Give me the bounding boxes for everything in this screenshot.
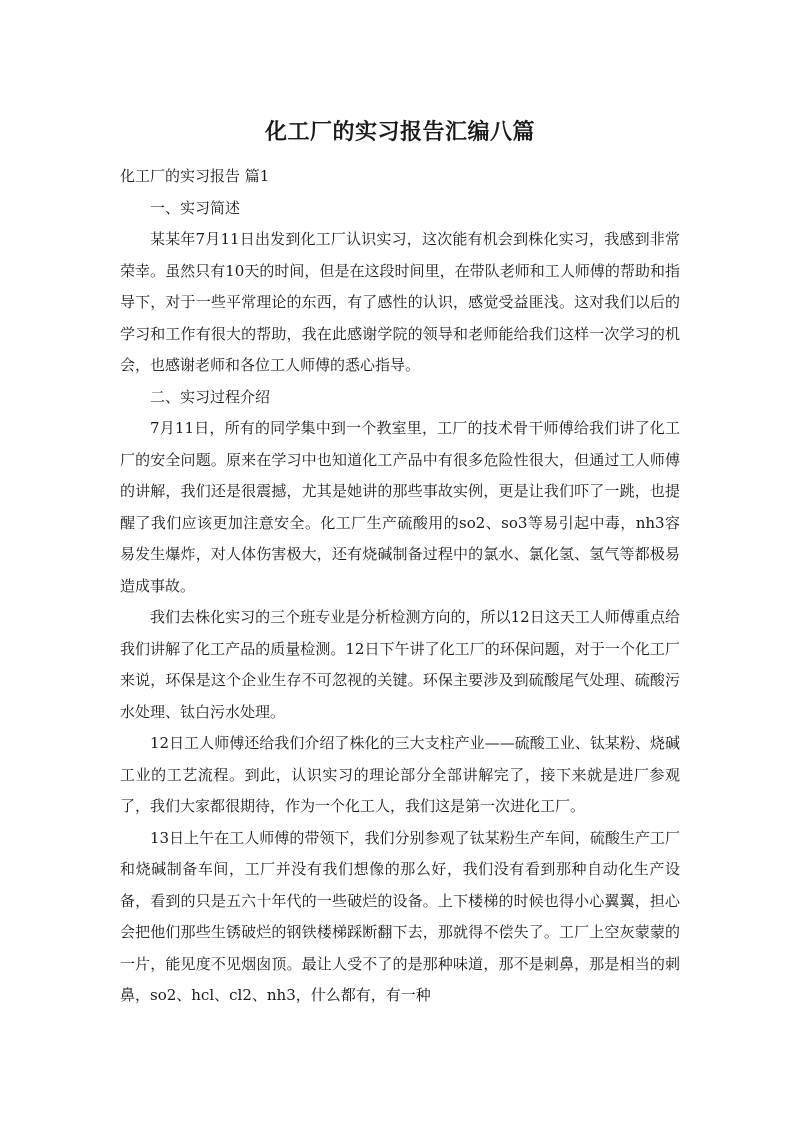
paragraph-factory-visit: 13日上午在工人师傅的带领下，我们分别参观了钛某粉生产车间，硫酸生产工厂和烧碱制备车间，工厂并没有我们想像的那么好，我们没有看到那种自动化生产设备，看到的只是五六十年代的一些破烂的设备。上下楼梯的时候也得小心翼翼，担心会把他们那些生锈破烂的钢铁楼梯踩断翻下去，那就得不偿失了。工厂上空灰蒙蒙的一片，能见度不见烟囱顶。最让人受不了的是那种味道，那不是刺鼻，那是相当的刺鼻，so2、hcl、cl2、nh3，什么都有，有一种 [120, 828, 680, 1004]
report-subtitle: 化工厂的实习报告 篇1 [120, 167, 270, 185]
section-heading-overview: 一、实习简述 [150, 198, 241, 217]
section-heading-process: 二、实习过程介绍 [150, 387, 271, 406]
paragraph-quality-inspection: 我们去株化实习的三个班专业是分析检测方向的，所以12日这天工人师傅重点给我们讲解了化工产品的质量检测。12日下午讲了化工厂的环保问题，对于一个化工厂来说，环保是这个企业生存不可忽视的关键。环保主要涉及到硫酸尾气处理、硫酸污水处理、钛白污水处理。 [120, 608, 680, 721]
paragraph-industries: 12日工人师傅还给我们介绍了株化的三大支柱产业——硫酸工业、钛某粉、烧碱工业的工艺流程。到此，认识实习的理论部分全部讲解完了，接下来就是进厂参观了，我们大家都很期待，作为一个化工人，我们这是第一次进化工厂。 [120, 734, 680, 815]
paragraph-overview: 某某年7月11日出发到化工厂认识实习，这次能有机会到株化实习，我感到非常荣幸。虽然只有10天的时间，但是在这段时间里，在带队老师和工人师傅的帮助和指导下，对于一些平常理论的东西，有了感性的认识，感觉受益匪浅。这对我们以后的学习和工作有很大的帮助，我在此感谢学院的领导和老师能给我们这样一次学习的机会，也感谢老师和各位工人师傅的悉心指导。 [120, 230, 680, 374]
document-title: 化工厂的实习报告汇编八篇 [264, 120, 535, 145]
paragraph-safety: 7月11日，所有的同学集中到一个教室里，工厂的技术骨干师傅给我们讲了化工厂的安全问题。原来在学习中也知道化工产品中有很多危险性很大，但通过工人师傅的讲解，我们还是很震撼，尤其是她讲的那些事故实例，更是让我们吓了一跳，也提醒了我们应该更加注意安全。化工厂生产硫酸用的so2、so3等易引起中毒，nh3容易发生爆炸，对人体伤害极大，还有烧碱制备过程中的氯水、氯化氢、氢气等都极易造成事故。 [120, 419, 680, 595]
document-body [120, 161, 680, 1012]
